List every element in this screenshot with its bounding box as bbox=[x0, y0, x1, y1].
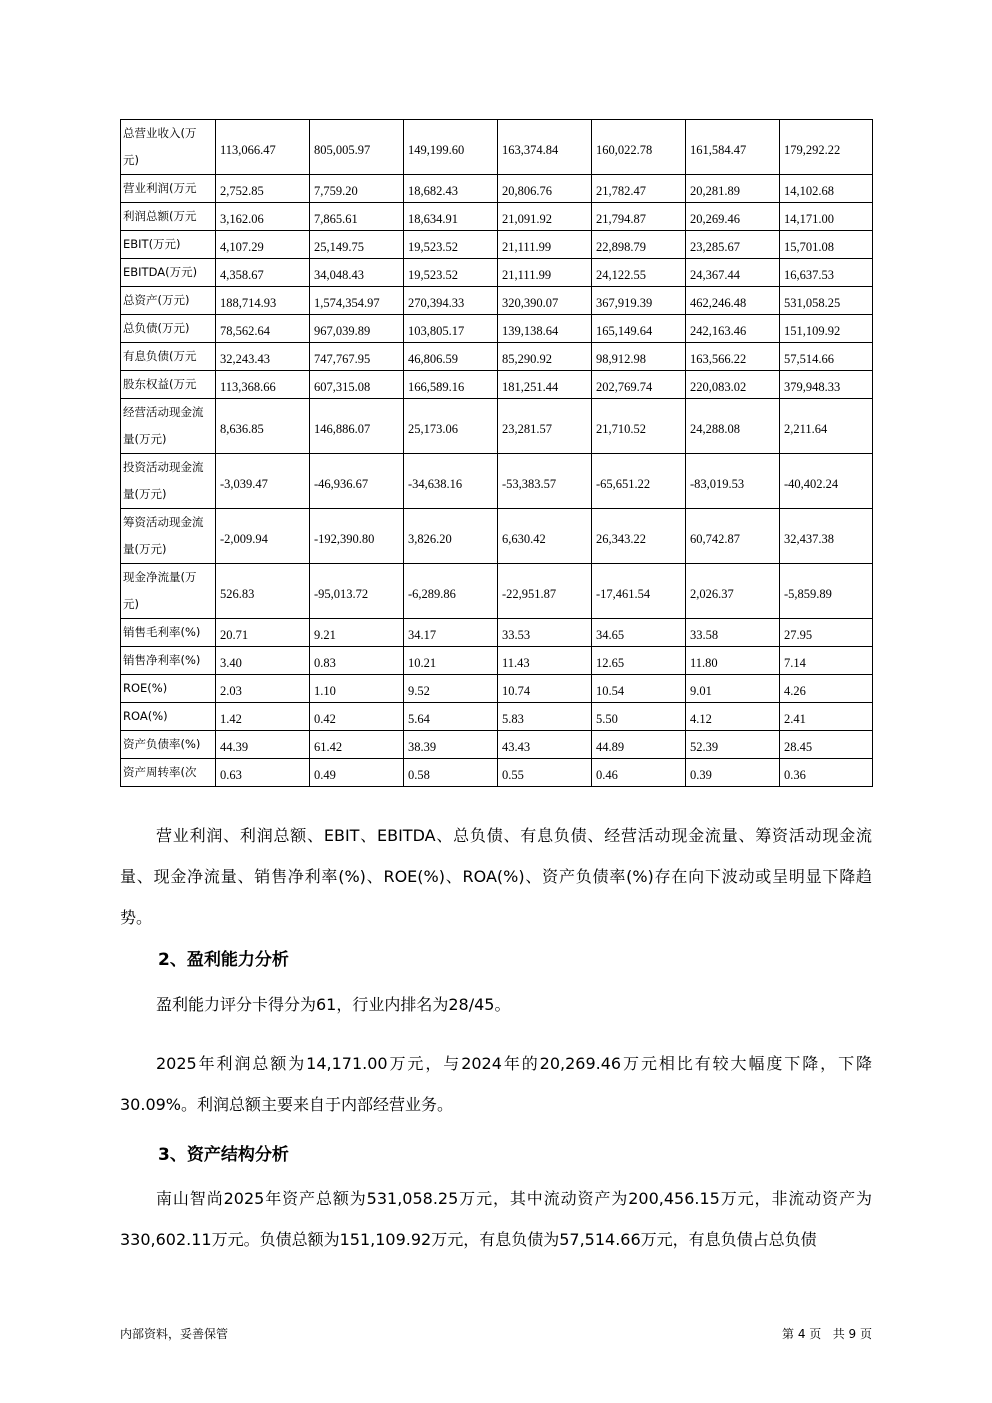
table-cell: 25,173.06 bbox=[404, 399, 498, 454]
table-cell: 0.42 bbox=[310, 703, 404, 731]
footer-page-number: 第 4 页 共 9 页 bbox=[782, 1327, 872, 1341]
table-cell: 526.83 bbox=[216, 564, 310, 619]
table-cell: 161,584.47 bbox=[686, 120, 780, 175]
table-cell: 5.64 bbox=[404, 703, 498, 731]
table-row bbox=[121, 259, 873, 287]
table-cell: 113,368.66 bbox=[216, 371, 310, 399]
table-cell: 967,039.89 bbox=[310, 315, 404, 343]
table-cell: 44.89 bbox=[592, 731, 686, 759]
table-cell: 5.83 bbox=[498, 703, 592, 731]
financial-table-body bbox=[121, 120, 873, 787]
table-cell: -22,951.87 bbox=[498, 564, 592, 619]
table-cell: 367,919.39 bbox=[592, 287, 686, 315]
table-cell: 33.53 bbox=[498, 619, 592, 647]
table-cell: 11.80 bbox=[686, 647, 780, 675]
row-label: 筹资活动现金流量(万元) bbox=[121, 509, 216, 564]
table-cell: 220,083.02 bbox=[686, 371, 780, 399]
footer-confidential-note: 内部资料，妥善保管 bbox=[120, 1327, 229, 1341]
row-label: 资产周转率(次 bbox=[121, 759, 216, 787]
table-cell: 98,912.98 bbox=[592, 343, 686, 371]
table-cell: 22,898.79 bbox=[592, 231, 686, 259]
table-cell: 19,523.52 bbox=[404, 231, 498, 259]
row-label: 总资产(万元) bbox=[121, 287, 216, 315]
table-cell: 10.54 bbox=[592, 675, 686, 703]
section-2-heading: 2、盈利能力分析 bbox=[158, 950, 289, 970]
table-cell: 160,022.78 bbox=[592, 120, 686, 175]
table-cell: 163,566.22 bbox=[686, 343, 780, 371]
table-cell: 607,315.08 bbox=[310, 371, 404, 399]
table-row bbox=[121, 343, 873, 371]
table-cell: -5,859.89 bbox=[780, 564, 873, 619]
table-cell: 2.03 bbox=[216, 675, 310, 703]
table-cell: 18,634.91 bbox=[404, 203, 498, 231]
table-cell: 179,292.22 bbox=[780, 120, 873, 175]
table-cell: 2.41 bbox=[780, 703, 873, 731]
table-cell: -192,390.80 bbox=[310, 509, 404, 564]
table-cell: 0.63 bbox=[216, 759, 310, 787]
table-cell: 2,026.37 bbox=[686, 564, 780, 619]
table-cell: 18,682.43 bbox=[404, 175, 498, 203]
table-cell: 2,752.85 bbox=[216, 175, 310, 203]
table-cell: -17,461.54 bbox=[592, 564, 686, 619]
table-cell: 21,794.87 bbox=[592, 203, 686, 231]
table-cell: 4,358.67 bbox=[216, 259, 310, 287]
section-3-paragraph-1: 南山智尚2025年资产总额为531,058.25万元，其中流动资产为200,456.15万元，非流动资产为330,602.11万元。负债总额为151,109.92万元，有息负债为57,514.66万元，有息负债占总负债 bbox=[120, 1189, 872, 1249]
table-cell: 21,710.52 bbox=[592, 399, 686, 454]
table-cell: 8,636.85 bbox=[216, 399, 310, 454]
table-cell: 9.52 bbox=[404, 675, 498, 703]
table-cell: 19,523.52 bbox=[404, 259, 498, 287]
row-label: 总负债(万元) bbox=[121, 315, 216, 343]
table-cell: 85,290.92 bbox=[498, 343, 592, 371]
table-cell: 15,701.08 bbox=[780, 231, 873, 259]
table-cell: 188,714.93 bbox=[216, 287, 310, 315]
row-label: 现金净流量(万元) bbox=[121, 564, 216, 619]
table-cell: 34.65 bbox=[592, 619, 686, 647]
table-cell: 3,826.20 bbox=[404, 509, 498, 564]
table-cell: 103,805.17 bbox=[404, 315, 498, 343]
table-row bbox=[121, 564, 873, 619]
table-cell: 0.39 bbox=[686, 759, 780, 787]
table-cell: 202,769.74 bbox=[592, 371, 686, 399]
table-cell: 0.49 bbox=[310, 759, 404, 787]
table-row bbox=[121, 371, 873, 399]
row-label: 销售毛利率(%) bbox=[121, 619, 216, 647]
table-cell: 23,281.57 bbox=[498, 399, 592, 454]
table-cell: -3,039.47 bbox=[216, 454, 310, 509]
table-cell: 24,122.55 bbox=[592, 259, 686, 287]
table-cell: 5.50 bbox=[592, 703, 686, 731]
table-cell: 24,367.44 bbox=[686, 259, 780, 287]
row-label: 股东权益(万元 bbox=[121, 371, 216, 399]
table-cell: 44.39 bbox=[216, 731, 310, 759]
row-label: 利润总额(万元 bbox=[121, 203, 216, 231]
summary-paragraph: 营业利润、利润总额、EBIT、EBITDA、总负债、有息负债、经营活动现金流量、筹资活动现金流量、现金净流量、销售净利率(%)、ROE(%)、ROA(%)、资产负债率(%)存在向下波动或呈明显下降趋势。 bbox=[120, 826, 872, 927]
row-label: EBIT(万元) bbox=[121, 231, 216, 259]
section-3-heading: 3、资产结构分析 bbox=[158, 1145, 289, 1165]
table-cell: 1.42 bbox=[216, 703, 310, 731]
table-cell: -53,383.57 bbox=[498, 454, 592, 509]
table-cell: 0.46 bbox=[592, 759, 686, 787]
table-row bbox=[121, 231, 873, 259]
row-label: EBITDA(万元) bbox=[121, 259, 216, 287]
table-cell: 181,251.44 bbox=[498, 371, 592, 399]
table-cell: 32,243.43 bbox=[216, 343, 310, 371]
table-cell: 379,948.33 bbox=[780, 371, 873, 399]
table-cell: 38.39 bbox=[404, 731, 498, 759]
table-cell: 10.21 bbox=[404, 647, 498, 675]
table-cell: 242,163.46 bbox=[686, 315, 780, 343]
table-cell: 21,091.92 bbox=[498, 203, 592, 231]
table-cell: 0.36 bbox=[780, 759, 873, 787]
table-cell: 270,394.33 bbox=[404, 287, 498, 315]
table-cell: 43.43 bbox=[498, 731, 592, 759]
table-cell: 16,637.53 bbox=[780, 259, 873, 287]
table-cell: -95,013.72 bbox=[310, 564, 404, 619]
table-row bbox=[121, 731, 873, 759]
table-row bbox=[121, 647, 873, 675]
table-cell: 4.12 bbox=[686, 703, 780, 731]
table-cell: 21,782.47 bbox=[592, 175, 686, 203]
table-cell: 32,437.38 bbox=[780, 509, 873, 564]
table-cell: 0.58 bbox=[404, 759, 498, 787]
table-cell: 23,285.67 bbox=[686, 231, 780, 259]
table-cell: 9.21 bbox=[310, 619, 404, 647]
table-row bbox=[121, 509, 873, 564]
table-cell: 24,288.08 bbox=[686, 399, 780, 454]
table-cell: 27.95 bbox=[780, 619, 873, 647]
table-cell: 57,514.66 bbox=[780, 343, 873, 371]
table-cell: 7.14 bbox=[780, 647, 873, 675]
table-cell: 7,865.61 bbox=[310, 203, 404, 231]
table-cell: 61.42 bbox=[310, 731, 404, 759]
table-cell: 46,806.59 bbox=[404, 343, 498, 371]
table-row bbox=[121, 315, 873, 343]
table-cell: 21,111.99 bbox=[498, 259, 592, 287]
table-cell: 14,171.00 bbox=[780, 203, 873, 231]
table-cell: -83,019.53 bbox=[686, 454, 780, 509]
table-cell: 462,246.48 bbox=[686, 287, 780, 315]
row-label: 资产负债率(%) bbox=[121, 731, 216, 759]
table-cell: 11.43 bbox=[498, 647, 592, 675]
row-label: 营业利润(万元 bbox=[121, 175, 216, 203]
table-cell: 3.40 bbox=[216, 647, 310, 675]
table-cell: 805,005.97 bbox=[310, 120, 404, 175]
table-cell: 7,759.20 bbox=[310, 175, 404, 203]
table-cell: 146,886.07 bbox=[310, 399, 404, 454]
table-cell: 78,562.64 bbox=[216, 315, 310, 343]
table-cell: -6,289.86 bbox=[404, 564, 498, 619]
table-row bbox=[121, 454, 873, 509]
table-cell: 28.45 bbox=[780, 731, 873, 759]
table-row bbox=[121, 120, 873, 175]
table-cell: 12.65 bbox=[592, 647, 686, 675]
row-label: 销售净利率(%) bbox=[121, 647, 216, 675]
table-row bbox=[121, 703, 873, 731]
table-cell: -46,936.67 bbox=[310, 454, 404, 509]
table-cell: 4.26 bbox=[780, 675, 873, 703]
table-cell: -2,009.94 bbox=[216, 509, 310, 564]
row-label: 有息负债(万元 bbox=[121, 343, 216, 371]
table-cell: 1,574,354.97 bbox=[310, 287, 404, 315]
table-cell: 20,281.89 bbox=[686, 175, 780, 203]
table-row bbox=[121, 399, 873, 454]
table-cell: -40,402.24 bbox=[780, 454, 873, 509]
table-cell: 320,390.07 bbox=[498, 287, 592, 315]
table-row bbox=[121, 287, 873, 315]
table-cell: 165,149.64 bbox=[592, 315, 686, 343]
table-row bbox=[121, 619, 873, 647]
table-cell: 139,138.64 bbox=[498, 315, 592, 343]
row-label: 总营业收入(万元) bbox=[121, 120, 216, 175]
table-cell: 113,066.47 bbox=[216, 120, 310, 175]
table-cell: 21,111.99 bbox=[498, 231, 592, 259]
section-2-paragraph-1: 盈利能力评分卡得分为61，行业内排名为28/45。 bbox=[156, 995, 511, 1014]
table-cell: 20,806.76 bbox=[498, 175, 592, 203]
table-cell: 151,109.92 bbox=[780, 315, 873, 343]
table-cell: 25,149.75 bbox=[310, 231, 404, 259]
table-row bbox=[121, 759, 873, 787]
table-cell: 33.58 bbox=[686, 619, 780, 647]
table-row bbox=[121, 675, 873, 703]
table-cell: 166,589.16 bbox=[404, 371, 498, 399]
row-label: ROA(%) bbox=[121, 703, 216, 731]
financial-table bbox=[120, 119, 873, 787]
table-cell: 163,374.84 bbox=[498, 120, 592, 175]
row-label: 经营活动现金流量(万元) bbox=[121, 399, 216, 454]
table-cell: 60,742.87 bbox=[686, 509, 780, 564]
table-cell: 20.71 bbox=[216, 619, 310, 647]
row-label: ROE(%) bbox=[121, 675, 216, 703]
table-cell: -65,651.22 bbox=[592, 454, 686, 509]
table-cell: 747,767.95 bbox=[310, 343, 404, 371]
table-cell: 9.01 bbox=[686, 675, 780, 703]
table-cell: 10.74 bbox=[498, 675, 592, 703]
table-cell: 14,102.68 bbox=[780, 175, 873, 203]
table-cell: 1.10 bbox=[310, 675, 404, 703]
section-2-paragraph-2: 2025年利润总额为14,171.00万元，与2024年的20,269.46万元相比有较大幅度下降，下降30.09%。利润总额主要来自于内部经营业务。 bbox=[120, 1054, 872, 1114]
table-cell: 26,343.22 bbox=[592, 509, 686, 564]
table-cell: 52.39 bbox=[686, 731, 780, 759]
table-cell: 531,058.25 bbox=[780, 287, 873, 315]
table-cell: 2,211.64 bbox=[780, 399, 873, 454]
table-row bbox=[121, 175, 873, 203]
table-cell: 20,269.46 bbox=[686, 203, 780, 231]
table-cell: 34.17 bbox=[404, 619, 498, 647]
table-cell: 34,048.43 bbox=[310, 259, 404, 287]
table-cell: 6,630.42 bbox=[498, 509, 592, 564]
table-cell: 3,162.06 bbox=[216, 203, 310, 231]
table-cell: 149,199.60 bbox=[404, 120, 498, 175]
row-label: 投资活动现金流量(万元) bbox=[121, 454, 216, 509]
table-cell: 0.83 bbox=[310, 647, 404, 675]
table-cell: -34,638.16 bbox=[404, 454, 498, 509]
table-cell: 4,107.29 bbox=[216, 231, 310, 259]
table-cell: 0.55 bbox=[498, 759, 592, 787]
table-row bbox=[121, 203, 873, 231]
